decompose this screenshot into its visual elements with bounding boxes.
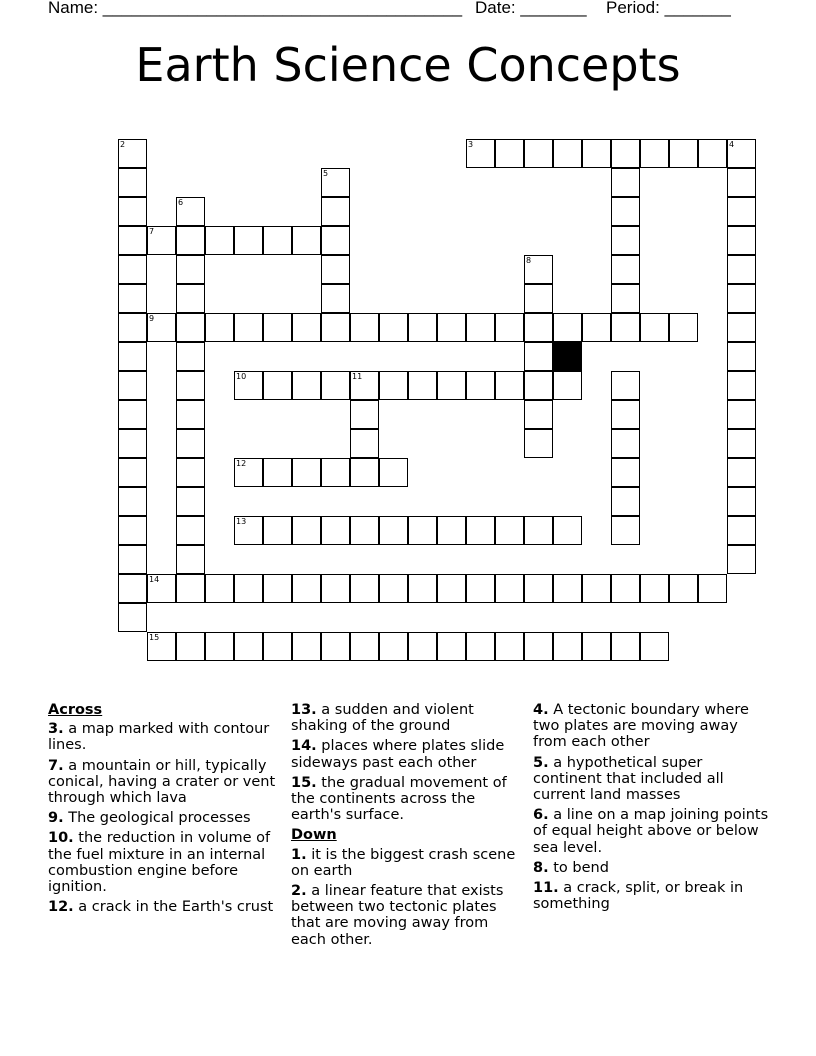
grid-cell[interactable] xyxy=(350,516,379,545)
grid-cell[interactable] xyxy=(727,313,756,342)
grid-cell[interactable] xyxy=(727,168,756,197)
grid-cell[interactable] xyxy=(669,139,698,168)
clues-column-2 xyxy=(291,702,516,952)
grid-cell[interactable] xyxy=(524,313,553,342)
grid-cell[interactable] xyxy=(379,458,408,487)
grid-cell[interactable] xyxy=(611,458,640,487)
grid-cell[interactable] xyxy=(118,516,147,545)
clue-item xyxy=(48,721,276,753)
clue-item-text: a sudden and violent shaking of the ground xyxy=(291,702,474,735)
clue-number: 4 xyxy=(729,140,735,149)
grid-cell[interactable] xyxy=(350,429,379,458)
grid-cell[interactable] xyxy=(524,342,553,371)
grid-cell[interactable] xyxy=(118,226,147,255)
clue-number: 10 xyxy=(236,372,247,381)
clue-item-number: 1. xyxy=(291,846,307,863)
clue-item-text: a linear feature that exists between two tectonic plates that are moving away from each other. xyxy=(291,883,504,948)
grid-cell[interactable] xyxy=(118,487,147,516)
grid-cell[interactable] xyxy=(234,458,263,487)
grid-cell[interactable] xyxy=(437,574,466,603)
grid-cell[interactable] xyxy=(408,574,437,603)
grid-cell[interactable] xyxy=(437,371,466,400)
grid-cell[interactable] xyxy=(611,574,640,603)
grid-cell[interactable] xyxy=(176,255,205,284)
grid-cell[interactable] xyxy=(176,632,205,661)
grid-cell[interactable] xyxy=(466,516,495,545)
grid-cell[interactable] xyxy=(727,458,756,487)
grid-black-cell xyxy=(553,342,582,371)
grid-cell[interactable] xyxy=(611,516,640,545)
grid-cell[interactable] xyxy=(118,168,147,197)
grid-cell[interactable] xyxy=(408,313,437,342)
grid-cell[interactable] xyxy=(727,342,756,371)
grid-cell[interactable] xyxy=(408,632,437,661)
grid-cell[interactable] xyxy=(350,574,379,603)
clue-item-number: 2. xyxy=(291,883,307,900)
grid-cell[interactable] xyxy=(350,313,379,342)
grid-cell[interactable] xyxy=(321,574,350,603)
grid-cell[interactable] xyxy=(147,313,176,342)
clue-item xyxy=(533,860,773,876)
clue-item xyxy=(291,883,516,948)
grid-cell[interactable] xyxy=(727,487,756,516)
grid-cell[interactable] xyxy=(234,371,263,400)
clues-heading-down: Down xyxy=(291,827,337,844)
grid-cell[interactable] xyxy=(350,458,379,487)
clue-item-number: 14. xyxy=(291,738,317,755)
grid-cell[interactable] xyxy=(176,574,205,603)
grid-cell[interactable] xyxy=(611,487,640,516)
grid-cell[interactable] xyxy=(118,458,147,487)
grid-cell[interactable] xyxy=(176,487,205,516)
grid-cell[interactable] xyxy=(611,255,640,284)
period-field[interactable]: Period: _______ xyxy=(606,0,731,17)
clue-item-number: 9. xyxy=(48,810,64,827)
grid-cell[interactable] xyxy=(118,429,147,458)
grid-cell[interactable] xyxy=(495,516,524,545)
grid-cell[interactable] xyxy=(466,574,495,603)
clue-item-number: 4. xyxy=(533,702,549,718)
clue-number: 3 xyxy=(468,140,474,149)
grid-cell[interactable] xyxy=(524,255,553,284)
clue-item xyxy=(533,755,773,804)
clue-item-text: The geological processes xyxy=(68,810,251,827)
grid-cell[interactable] xyxy=(466,313,495,342)
grid-cell[interactable] xyxy=(263,516,292,545)
grid-cell[interactable] xyxy=(321,313,350,342)
grid-cell[interactable] xyxy=(437,632,466,661)
grid-cell[interactable] xyxy=(437,516,466,545)
grid-cell[interactable] xyxy=(582,632,611,661)
clue-item-number: 8. xyxy=(533,859,549,876)
grid-cell[interactable] xyxy=(611,313,640,342)
clue-item xyxy=(48,758,276,807)
date-field[interactable]: Date: _______ xyxy=(475,0,587,17)
grid-cell[interactable] xyxy=(524,632,553,661)
grid-cell[interactable] xyxy=(669,574,698,603)
clue-item-text: a line on a map joining points of equal height above or below sea level. xyxy=(533,807,769,856)
grid-cell[interactable] xyxy=(553,574,582,603)
clue-item xyxy=(533,807,773,856)
clue-item-text: A tectonic boundary where two plates are moving away from each other xyxy=(533,702,749,751)
grid-cell[interactable] xyxy=(553,139,582,168)
grid-cell[interactable] xyxy=(321,458,350,487)
grid-cell[interactable] xyxy=(118,342,147,371)
grid-cell[interactable] xyxy=(350,371,379,400)
grid-cell[interactable] xyxy=(466,139,495,168)
grid-cell[interactable] xyxy=(727,226,756,255)
grid-cell[interactable] xyxy=(205,226,234,255)
grid-cell[interactable] xyxy=(553,516,582,545)
grid-cell[interactable] xyxy=(698,139,727,168)
name-field[interactable]: Name: ______________________________________ xyxy=(48,0,463,17)
grid-cell[interactable] xyxy=(321,371,350,400)
clues-heading-across: Across xyxy=(48,702,103,718)
grid-cell[interactable] xyxy=(727,255,756,284)
grid-cell[interactable] xyxy=(176,429,205,458)
grid-cell[interactable] xyxy=(727,284,756,313)
grid-cell[interactable] xyxy=(727,516,756,545)
grid-cell[interactable] xyxy=(147,632,176,661)
grid-cell[interactable] xyxy=(611,284,640,313)
grid-cell[interactable] xyxy=(350,400,379,429)
grid-cell[interactable] xyxy=(611,168,640,197)
grid-cell[interactable] xyxy=(321,255,350,284)
clue-number: 11 xyxy=(352,372,363,381)
grid-cell[interactable] xyxy=(437,313,466,342)
grid-cell[interactable] xyxy=(466,632,495,661)
grid-cell[interactable] xyxy=(176,342,205,371)
grid-cell[interactable] xyxy=(727,429,756,458)
clue-item-text: a mountain or hill, typically conical, having a crater or vent through which lava xyxy=(48,757,276,807)
clue-item-number: 10. xyxy=(48,830,74,847)
grid-cell[interactable] xyxy=(118,400,147,429)
clue-item-number: 13. xyxy=(291,702,317,718)
grid-cell[interactable] xyxy=(640,313,669,342)
grid-cell[interactable] xyxy=(727,197,756,226)
grid-cell[interactable] xyxy=(611,226,640,255)
clue-number: 15 xyxy=(149,633,160,642)
clue-number: 2 xyxy=(120,140,126,149)
grid-cell[interactable] xyxy=(640,632,669,661)
grid-cell[interactable] xyxy=(582,574,611,603)
clue-item-text: places where plates slide sideways past each other xyxy=(291,738,505,771)
grid-cell[interactable] xyxy=(553,632,582,661)
grid-cell[interactable] xyxy=(147,574,176,603)
grid-cell[interactable] xyxy=(176,197,205,226)
clue-item xyxy=(291,847,516,879)
grid-cell[interactable] xyxy=(495,313,524,342)
grid-cell[interactable] xyxy=(263,574,292,603)
grid-cell[interactable] xyxy=(292,458,321,487)
grid-cell[interactable] xyxy=(698,574,727,603)
clue-item xyxy=(291,775,516,824)
grid-cell[interactable] xyxy=(234,574,263,603)
grid-cell[interactable] xyxy=(611,197,640,226)
grid-cell[interactable] xyxy=(408,371,437,400)
clue-number: 9 xyxy=(149,314,155,323)
clue-item-number: 11. xyxy=(533,880,559,897)
grid-cell[interactable] xyxy=(495,632,524,661)
grid-cell[interactable] xyxy=(611,371,640,400)
grid-cell[interactable] xyxy=(640,139,669,168)
grid-cell[interactable] xyxy=(582,313,611,342)
grid-cell[interactable] xyxy=(611,400,640,429)
grid-cell[interactable] xyxy=(408,516,437,545)
clue-item-number: 6. xyxy=(533,807,549,824)
grid-cell[interactable] xyxy=(292,516,321,545)
grid-cell[interactable] xyxy=(118,139,147,168)
grid-cell[interactable] xyxy=(118,574,147,603)
grid-cell[interactable] xyxy=(234,516,263,545)
grid-cell[interactable] xyxy=(524,400,553,429)
clue-item-text: a hypothetical super continent that included all current land masses xyxy=(533,754,724,804)
grid-cell[interactable] xyxy=(118,545,147,574)
grid-cell[interactable] xyxy=(263,371,292,400)
clue-item-number: 7. xyxy=(48,757,64,774)
clue-item xyxy=(48,830,276,895)
grid-cell[interactable] xyxy=(205,574,234,603)
clue-number: 6 xyxy=(178,198,184,207)
grid-cell[interactable] xyxy=(495,139,524,168)
grid-cell[interactable] xyxy=(176,371,205,400)
grid-cell[interactable] xyxy=(727,371,756,400)
grid-cell[interactable] xyxy=(379,574,408,603)
grid-cell[interactable] xyxy=(176,313,205,342)
grid-cell[interactable] xyxy=(553,313,582,342)
grid-cell[interactable] xyxy=(379,313,408,342)
grid-cell[interactable] xyxy=(118,313,147,342)
clues-column-1 xyxy=(48,702,276,919)
clue-number: 12 xyxy=(236,459,247,468)
clue-number: 7 xyxy=(149,227,155,236)
grid-cell[interactable] xyxy=(350,632,379,661)
grid-cell[interactable] xyxy=(176,545,205,574)
clue-number: 8 xyxy=(526,256,532,265)
grid-cell[interactable] xyxy=(292,574,321,603)
grid-cell[interactable] xyxy=(176,284,205,313)
grid-cell[interactable] xyxy=(234,226,263,255)
grid-cell[interactable] xyxy=(292,313,321,342)
clues-column-3 xyxy=(533,702,773,916)
clue-item-number: 12. xyxy=(48,899,74,916)
grid-cell[interactable] xyxy=(118,371,147,400)
grid-cell[interactable] xyxy=(495,574,524,603)
grid-cell[interactable] xyxy=(582,139,611,168)
grid-cell[interactable] xyxy=(118,197,147,226)
grid-cell[interactable] xyxy=(495,371,524,400)
clue-item-text: a crack in the Earth's crust xyxy=(78,899,274,916)
grid-cell[interactable] xyxy=(379,516,408,545)
clue-item-text: the gradual movement of the continents across the earth's surface. xyxy=(291,774,507,824)
clue-item-text: a map marked with contour lines. xyxy=(48,721,270,754)
grid-cell[interactable] xyxy=(379,632,408,661)
grid-cell[interactable] xyxy=(640,574,669,603)
grid-cell[interactable] xyxy=(321,197,350,226)
grid-cell[interactable] xyxy=(611,632,640,661)
clue-number: 5 xyxy=(323,169,329,178)
grid-cell[interactable] xyxy=(176,516,205,545)
grid-cell[interactable] xyxy=(321,168,350,197)
grid-cell[interactable] xyxy=(524,574,553,603)
clue-number: 13 xyxy=(236,517,247,526)
clue-number: 14 xyxy=(149,575,160,584)
grid-cell[interactable] xyxy=(176,226,205,255)
grid-cell[interactable] xyxy=(118,255,147,284)
grid-cell[interactable] xyxy=(466,371,495,400)
grid-cell[interactable] xyxy=(524,284,553,313)
grid-cell[interactable] xyxy=(118,284,147,313)
grid-cell[interactable] xyxy=(321,632,350,661)
grid-cell[interactable] xyxy=(263,313,292,342)
grid-cell[interactable] xyxy=(524,139,553,168)
grid-cell[interactable] xyxy=(727,400,756,429)
grid-cell[interactable] xyxy=(727,545,756,574)
clue-item-text: the reduction in volume of the fuel mixture in an internal combustion engine before ignition. xyxy=(48,830,271,896)
grid-cell[interactable] xyxy=(611,139,640,168)
grid-cell[interactable] xyxy=(379,371,408,400)
clue-item-text: a crack, split, or break in something xyxy=(533,880,744,913)
clue-item xyxy=(291,702,516,734)
grid-cell[interactable] xyxy=(611,429,640,458)
grid-cell[interactable] xyxy=(524,371,553,400)
clue-item xyxy=(533,880,773,912)
grid-cell[interactable] xyxy=(292,371,321,400)
grid-cell[interactable] xyxy=(727,139,756,168)
clue-item xyxy=(533,702,773,751)
clue-item-number: 5. xyxy=(533,754,549,771)
grid-cell[interactable] xyxy=(205,632,234,661)
grid-cell[interactable] xyxy=(321,226,350,255)
page-title: Earth Science Concepts xyxy=(135,38,681,92)
clue-item-number: 3. xyxy=(48,721,64,738)
grid-cell[interactable] xyxy=(292,226,321,255)
grid-cell[interactable] xyxy=(553,371,582,400)
clue-item-text: it is the biggest crash scene on earth xyxy=(291,846,516,879)
grid-cell[interactable] xyxy=(118,603,147,632)
grid-cell[interactable] xyxy=(263,226,292,255)
clue-item xyxy=(291,738,516,770)
grid-cell[interactable] xyxy=(176,400,205,429)
grid-cell[interactable] xyxy=(176,458,205,487)
grid-cell[interactable] xyxy=(321,284,350,313)
grid-cell[interactable] xyxy=(263,458,292,487)
grid-cell[interactable] xyxy=(234,313,263,342)
grid-cell[interactable] xyxy=(292,632,321,661)
grid-cell[interactable] xyxy=(263,632,292,661)
clue-item-text: to bend xyxy=(553,859,609,876)
grid-cell[interactable] xyxy=(524,429,553,458)
clue-item xyxy=(48,899,276,915)
grid-cell[interactable] xyxy=(147,226,176,255)
grid-cell[interactable] xyxy=(669,313,698,342)
clue-item xyxy=(48,810,276,826)
grid-cell[interactable] xyxy=(234,632,263,661)
grid-cell[interactable] xyxy=(524,516,553,545)
clue-item-number: 15. xyxy=(291,774,317,791)
grid-cell[interactable] xyxy=(205,313,234,342)
grid-cell[interactable] xyxy=(321,516,350,545)
